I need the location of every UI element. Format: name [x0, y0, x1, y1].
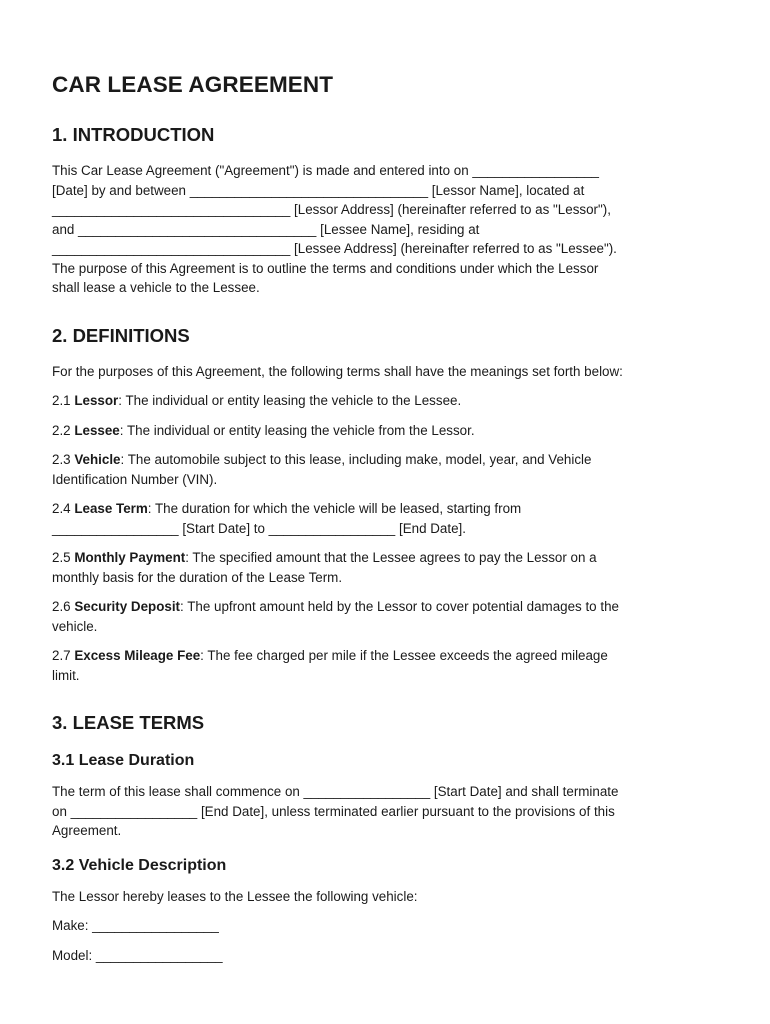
definition-term: Lessee	[74, 422, 120, 438]
definition-monthly-payment	[52, 548, 722, 587]
section-heading-definitions: 2. DEFINITIONS	[52, 324, 190, 346]
lease-duration-line: The term of this lease shall commence on _________________ [Start Date] and shall terminate	[52, 784, 619, 799]
definition-text: : The fee charged per mile if the Lessee exceeds the agreed mileage	[200, 648, 608, 663]
section-heading-introduction: 1. INTRODUCTION	[52, 124, 215, 145]
definition-text: : The specified amount that the Lessee agrees to pay the Lessor on a	[185, 550, 597, 565]
definition-text: : The individual or entity leasing the vehicle from the Lessor.	[119, 422, 475, 438]
subsection-heading-lease-duration: 3.1 Lease Duration	[52, 752, 195, 769]
definition-lessor	[52, 391, 722, 411]
intro-line: [Date] by and between ________________________________ [Lessor Name], located at	[52, 182, 585, 198]
definition-excess-mileage-fee	[52, 646, 722, 685]
definition-term: Security Deposit	[74, 599, 181, 614]
section-heading-lease-terms: 3. LEASE TERMS	[52, 712, 205, 733]
definition-text: limit.	[52, 667, 80, 683]
definition-text: vehicle.	[52, 618, 98, 634]
intro-line: shall lease a vehicle to the Lessee.	[52, 280, 260, 295]
intro-line: The purpose of this Agreement is to outline the terms and conditions under which the Lessor	[52, 260, 599, 276]
vehicle-model-field: Model: _________________	[52, 947, 223, 963]
document-title: CAR LEASE AGREEMENT	[52, 72, 334, 97]
definition-number: 2.3	[52, 452, 75, 467]
definition-text: _________________ [Start Date] to _________________ [End Date].	[52, 520, 466, 536]
definition-number: 2.4	[52, 501, 75, 516]
definition-lease-term	[52, 499, 722, 538]
subsection-heading-vehicle-description: 3.2 Vehicle Description	[52, 856, 227, 874]
definition-number: 2.6	[52, 599, 75, 614]
definition-lessee	[52, 421, 722, 441]
definition-term: Lease Term	[74, 501, 148, 516]
intro-line: This Car Lease Agreement ("Agreement") is made and entered into on _________________	[52, 163, 599, 178]
definitions-intro: For the purposes of this Agreement, the following terms shall have the meanings set forth below:	[52, 363, 623, 379]
definition-text: : The automobile subject to this lease, including make, model, year, and Vehicle	[120, 452, 592, 467]
definition-text: : The duration for which the vehicle will be leased, starting from	[147, 501, 522, 516]
document-page	[52, 70, 722, 965]
intro-line: and ________________________________ [Lessee Name], residing at	[52, 221, 480, 237]
lease-duration-line: Agreement.	[52, 823, 122, 838]
definition-term: Excess Mileage Fee	[74, 648, 201, 663]
definition-number: 2.2	[52, 422, 75, 438]
definition-number: 2.5	[52, 550, 75, 565]
definition-text: : The upfront amount held by the Lessor to cover potential damages to the	[180, 599, 619, 614]
vehicle-make-field: Make: _________________	[52, 918, 219, 933]
definition-term: Lessor	[74, 393, 119, 408]
definition-text: : The individual or entity leasing the vehicle to the Lessee.	[118, 393, 462, 408]
definition-term: Vehicle	[74, 452, 121, 467]
definition-number: 2.1	[52, 393, 75, 408]
definition-vehicle	[52, 450, 722, 489]
lease-duration-paragraph	[52, 782, 722, 841]
definition-term: Monthly Payment	[74, 550, 186, 565]
definition-text: Identification Number (VIN).	[52, 471, 218, 487]
definition-security-deposit	[52, 597, 722, 636]
definition-text: monthly basis for the duration of the Lease Term.	[52, 569, 343, 585]
definition-number: 2.7	[52, 648, 75, 663]
intro-line: ________________________________ [Lessor Address] (hereinafter referred to as "Lessor"),	[52, 202, 611, 217]
intro-line: ________________________________ [Lessee Address] (hereinafter referred to as "Lessee").	[52, 241, 617, 256]
vehicle-description-intro: The Lessor hereby leases to the Lessee the following vehicle:	[52, 888, 418, 904]
lease-duration-line: on _________________ [End Date], unless terminated earlier pursuant to the provisions of this	[52, 803, 615, 819]
introduction-paragraph	[52, 161, 722, 298]
